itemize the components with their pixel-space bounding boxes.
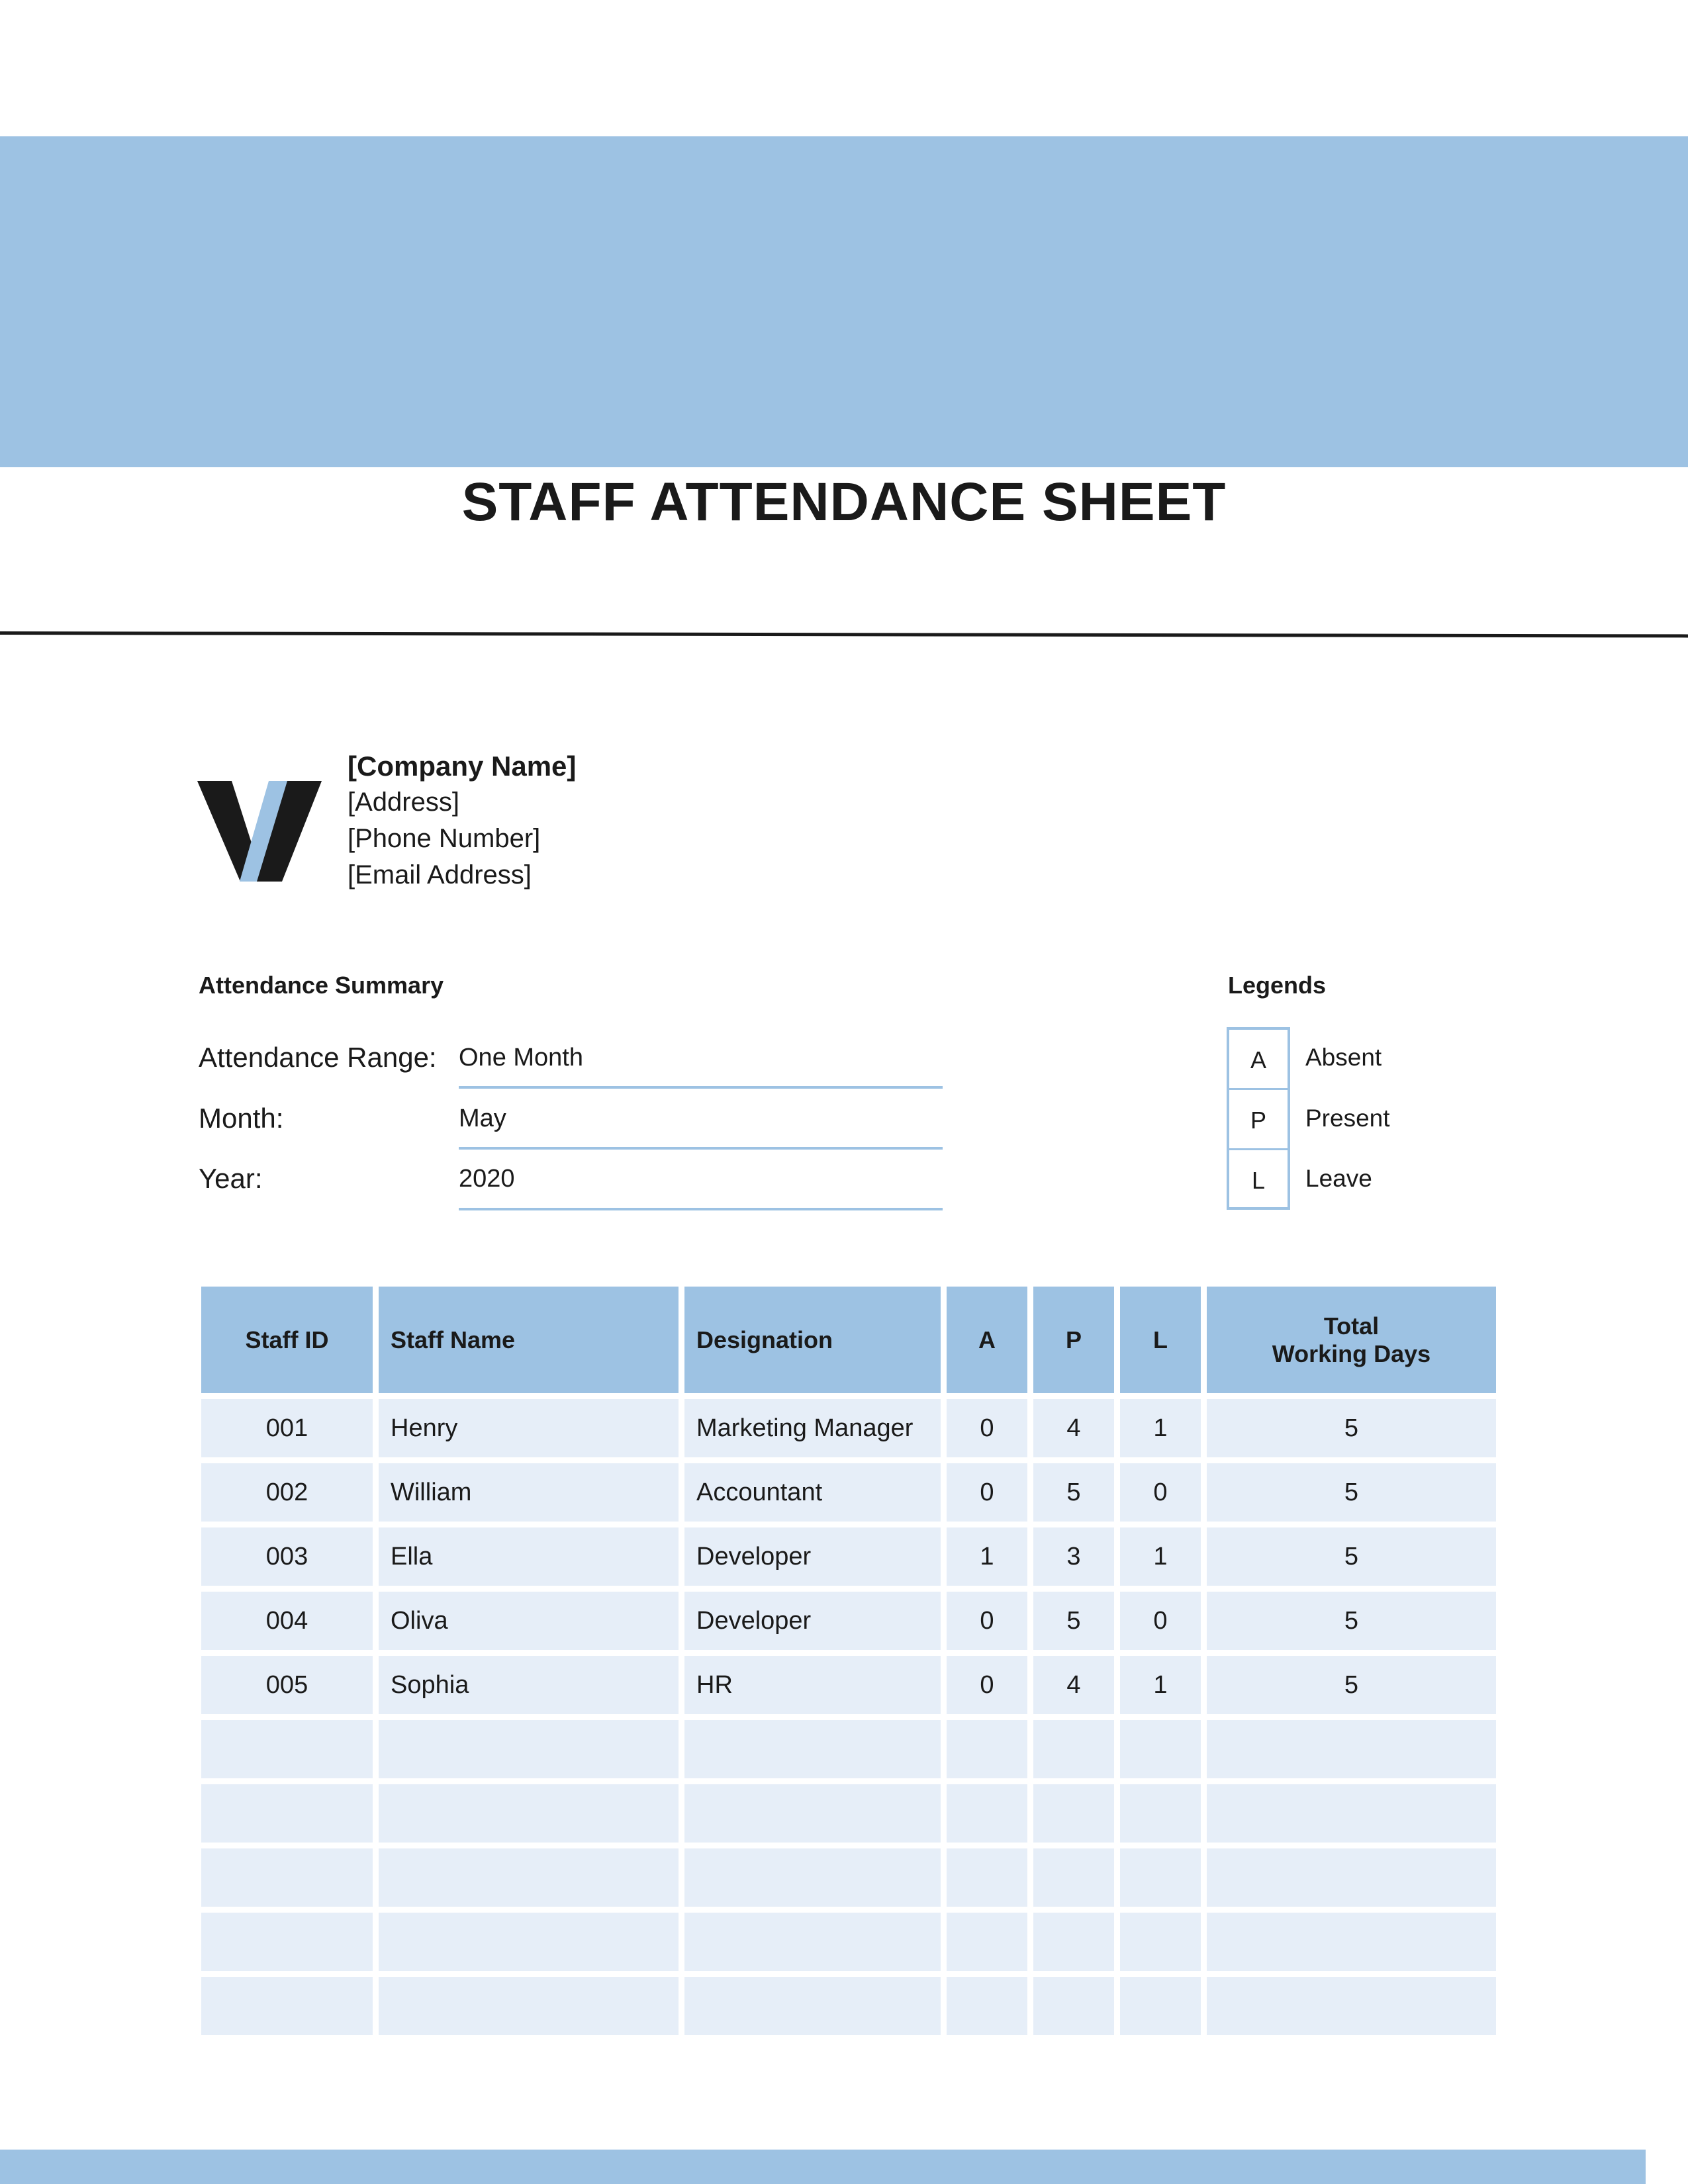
cell-absent-empty: [947, 1848, 1027, 1907]
cell-designation-empty: [684, 1913, 941, 1971]
legend-code-present: P: [1229, 1090, 1288, 1150]
cell-present: 4: [1033, 1399, 1114, 1457]
cell-total-working-days: 5: [1207, 1399, 1496, 1457]
legends-heading: Legends: [1228, 972, 1327, 999]
cell-staff-id: 001: [201, 1399, 373, 1457]
header-staff-name: Staff Name: [379, 1287, 679, 1393]
cell-staff-name-empty: [379, 1848, 679, 1907]
cell-present: 4: [1033, 1656, 1114, 1714]
cell-present-empty: [1033, 1977, 1114, 2035]
cell-staff-id: 005: [201, 1656, 373, 1714]
month-value: May: [459, 1105, 506, 1132]
company-info: [348, 748, 576, 893]
cell-staff-name-empty: [379, 1913, 679, 1971]
empty-table-row: [201, 1848, 1496, 1907]
cell-staff-id-empty: [201, 1848, 373, 1907]
table-body: [201, 1399, 1496, 2035]
cell-present-empty: [1033, 1784, 1114, 1843]
cell-absent-empty: [947, 1977, 1027, 2035]
cell-staff-id-empty: [201, 1720, 373, 1778]
company-email: [Email Address]: [348, 860, 532, 889]
page-title: STAFF ATTENDANCE SHEET: [461, 472, 1227, 532]
cell-present-empty: [1033, 1848, 1114, 1907]
cell-staff-name-empty: [379, 1977, 679, 2035]
table-header-row: [201, 1287, 1496, 1393]
header-designation: Designation: [684, 1287, 941, 1393]
footer-band: [0, 2150, 1646, 2184]
cell-absent: 0: [947, 1656, 1027, 1714]
cell-designation-empty: [684, 1977, 941, 2035]
legend-codes: [1227, 1027, 1290, 1210]
legend-label-absent: Absent: [1305, 1044, 1382, 1071]
cell-total-working-days-empty: [1207, 1848, 1496, 1907]
header-present: P: [1033, 1287, 1114, 1393]
cell-staff-name: Oliva: [379, 1592, 679, 1650]
cell-designation: Developer: [684, 1527, 941, 1586]
attendance-range-label: Attendance Range:: [199, 1042, 437, 1073]
cell-staff-id-empty: [201, 1913, 373, 1971]
table-row: [201, 1592, 1496, 1650]
cell-leave-empty: [1120, 1913, 1201, 1971]
cell-total-working-days-empty: [1207, 1784, 1496, 1843]
cell-staff-id-empty: [201, 1784, 373, 1843]
cell-leave-empty: [1120, 1720, 1201, 1778]
cell-total-working-days-empty: [1207, 1913, 1496, 1971]
cell-present: 5: [1033, 1592, 1114, 1650]
cell-total-working-days: 5: [1207, 1463, 1496, 1522]
cell-leave-empty: [1120, 1784, 1201, 1843]
cell-present: 3: [1033, 1527, 1114, 1586]
attendance-range-underline: [459, 1086, 943, 1089]
cell-total-working-days-empty: [1207, 1977, 1496, 2035]
empty-table-row: [201, 1913, 1496, 1971]
legend-label-leave: Leave: [1305, 1165, 1372, 1192]
cell-absent-empty: [947, 1720, 1027, 1778]
empty-table-row: [201, 1784, 1496, 1843]
table-row: [201, 1656, 1496, 1714]
cell-designation-empty: [684, 1784, 941, 1843]
cell-staff-name: Ella: [379, 1527, 679, 1586]
cell-staff-name-empty: [379, 1784, 679, 1843]
cell-staff-id-empty: [201, 1977, 373, 2035]
year-value: 2020: [459, 1165, 515, 1193]
table-row: [201, 1463, 1496, 1522]
company-phone: [Phone Number]: [348, 824, 541, 853]
cell-total-working-days: 5: [1207, 1527, 1496, 1586]
cell-absent: 0: [947, 1592, 1027, 1650]
cell-leave: 1: [1120, 1656, 1201, 1714]
cell-staff-name: Sophia: [379, 1656, 679, 1714]
cell-present-empty: [1033, 1913, 1114, 1971]
table-row: [201, 1527, 1496, 1586]
cell-leave-empty: [1120, 1977, 1201, 2035]
cell-designation: Marketing Manager: [684, 1399, 941, 1457]
table-row: [201, 1399, 1496, 1457]
legend-label-present: Present: [1305, 1105, 1390, 1132]
cell-staff-id: 002: [201, 1463, 373, 1522]
month-underline: [459, 1147, 943, 1150]
legend-code-leave: L: [1251, 1167, 1266, 1194]
cell-staff-name: William: [379, 1463, 679, 1522]
header-total-working-days: [1207, 1287, 1496, 1393]
company-logo: [197, 781, 323, 882]
cell-total-working-days: 5: [1207, 1592, 1496, 1650]
cell-staff-id: 003: [201, 1527, 373, 1586]
attendance-range-value: One Month: [459, 1044, 583, 1071]
cell-leave: 1: [1120, 1527, 1201, 1586]
legend-code-absent: A: [1229, 1030, 1288, 1090]
cell-absent: 0: [947, 1463, 1027, 1522]
cell-designation: Developer: [684, 1592, 941, 1650]
title-divider: [0, 631, 1688, 637]
cell-designation: Accountant: [684, 1463, 941, 1522]
company-name: [Company Name]: [348, 751, 577, 782]
attendance-summary-heading: Attendance Summary: [199, 972, 444, 999]
cell-leave: 1: [1120, 1399, 1201, 1457]
month-label: Month:: [199, 1103, 284, 1134]
header-total-line2: Working Days: [1272, 1340, 1431, 1367]
cell-present-empty: [1033, 1720, 1114, 1778]
cell-designation-empty: [684, 1848, 941, 1907]
empty-table-row: [201, 1720, 1496, 1778]
cell-designation: HR: [684, 1656, 941, 1714]
cell-leave: 0: [1120, 1592, 1201, 1650]
cell-absent-empty: [947, 1913, 1027, 1971]
cell-total-working-days-empty: [1207, 1720, 1496, 1778]
year-label: Year:: [199, 1163, 263, 1194]
header-absent: A: [947, 1287, 1027, 1393]
year-underline: [459, 1208, 943, 1210]
header-staff-id: Staff ID: [201, 1287, 373, 1393]
cell-absent-empty: [947, 1784, 1027, 1843]
cell-leave-empty: [1120, 1848, 1201, 1907]
cell-absent: 0: [947, 1399, 1027, 1457]
header-total-line1: Total: [1323, 1312, 1380, 1340]
cell-total-working-days: 5: [1207, 1656, 1496, 1714]
cell-present: 5: [1033, 1463, 1114, 1522]
cell-absent: 1: [947, 1527, 1027, 1586]
company-address: [Address]: [348, 788, 459, 817]
header-band: [0, 136, 1688, 467]
cell-staff-name: Henry: [379, 1399, 679, 1457]
attendance-table: [195, 1281, 1502, 2041]
cell-staff-name-empty: [379, 1720, 679, 1778]
empty-table-row: [201, 1977, 1496, 2035]
cell-leave: 0: [1120, 1463, 1201, 1522]
cell-designation-empty: [684, 1720, 941, 1778]
header-leave: L: [1120, 1287, 1201, 1393]
cell-staff-id: 004: [201, 1592, 373, 1650]
